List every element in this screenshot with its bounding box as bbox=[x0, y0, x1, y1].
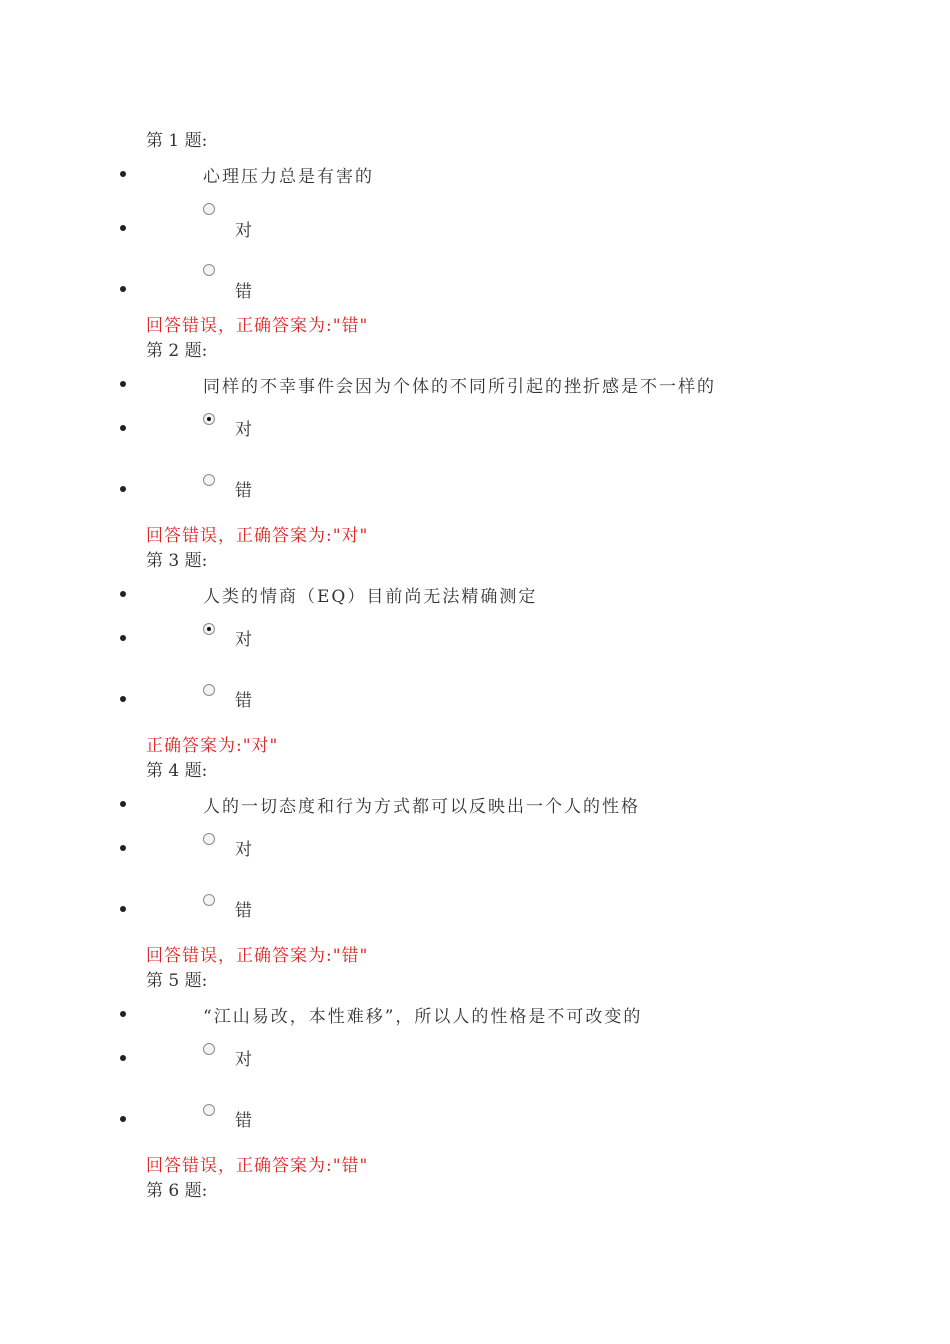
list-bullet bbox=[120, 425, 126, 431]
answer-feedback: 回答错误，正确答案为:"错" bbox=[146, 946, 369, 966]
answer-feedback: 回答错误，正确答案为:"错" bbox=[146, 1156, 369, 1176]
list-bullet bbox=[120, 801, 126, 807]
radio-false[interactable] bbox=[203, 1104, 215, 1116]
option-label-false: 错 bbox=[235, 481, 252, 501]
list-bullet bbox=[120, 225, 126, 231]
question-heading: 第 3 题: bbox=[146, 551, 208, 571]
radio-true[interactable] bbox=[203, 413, 215, 425]
question-heading: 第 1 题: bbox=[146, 131, 208, 151]
question-text: “江山易改，本性难移”，所以人的性格是不可改变的 bbox=[203, 1007, 643, 1027]
option-label-false: 错 bbox=[235, 282, 252, 302]
list-bullet bbox=[120, 1011, 126, 1017]
list-bullet bbox=[120, 845, 126, 851]
answer-feedback: 正确答案为:"对" bbox=[146, 736, 279, 756]
radio-false[interactable] bbox=[203, 894, 215, 906]
radio-true[interactable] bbox=[203, 203, 215, 215]
question-text: 同样的不幸事件会因为个体的不同所引起的挫折感是不一样的 bbox=[203, 377, 716, 397]
list-bullet bbox=[120, 286, 126, 292]
question-heading: 第 4 题: bbox=[146, 761, 208, 781]
option-label-true: 对 bbox=[235, 840, 252, 860]
list-bullet bbox=[120, 696, 126, 702]
question-text: 人类的情商（EQ）目前尚无法精确测定 bbox=[203, 587, 538, 607]
question-heading: 第 6 题: bbox=[146, 1181, 208, 1201]
answer-feedback: 回答错误，正确答案为:"错" bbox=[146, 316, 369, 336]
list-bullet bbox=[120, 486, 126, 492]
radio-true[interactable] bbox=[203, 623, 215, 635]
radio-false[interactable] bbox=[203, 264, 215, 276]
list-bullet bbox=[120, 1055, 126, 1061]
option-label-false: 错 bbox=[235, 1111, 252, 1131]
option-label-true: 对 bbox=[235, 221, 252, 241]
question-text: 心理压力总是有害的 bbox=[203, 167, 374, 187]
list-bullet bbox=[120, 635, 126, 641]
list-bullet bbox=[120, 1116, 126, 1122]
radio-true[interactable] bbox=[203, 833, 215, 845]
list-bullet bbox=[120, 906, 126, 912]
option-label-true: 对 bbox=[235, 420, 252, 440]
question-text: 人的一切态度和行为方式都可以反映出一个人的性格 bbox=[203, 797, 640, 817]
option-label-true: 对 bbox=[235, 630, 252, 650]
question-heading: 第 5 题: bbox=[146, 971, 208, 991]
option-label-false: 错 bbox=[235, 691, 252, 711]
list-bullet bbox=[120, 381, 126, 387]
question-heading: 第 2 题: bbox=[146, 341, 208, 361]
option-label-false: 错 bbox=[235, 901, 252, 921]
radio-false[interactable] bbox=[203, 474, 215, 486]
list-bullet bbox=[120, 171, 126, 177]
radio-false[interactable] bbox=[203, 684, 215, 696]
radio-true[interactable] bbox=[203, 1043, 215, 1055]
list-bullet bbox=[120, 591, 126, 597]
option-label-true: 对 bbox=[235, 1050, 252, 1070]
answer-feedback: 回答错误，正确答案为:"对" bbox=[146, 526, 369, 546]
